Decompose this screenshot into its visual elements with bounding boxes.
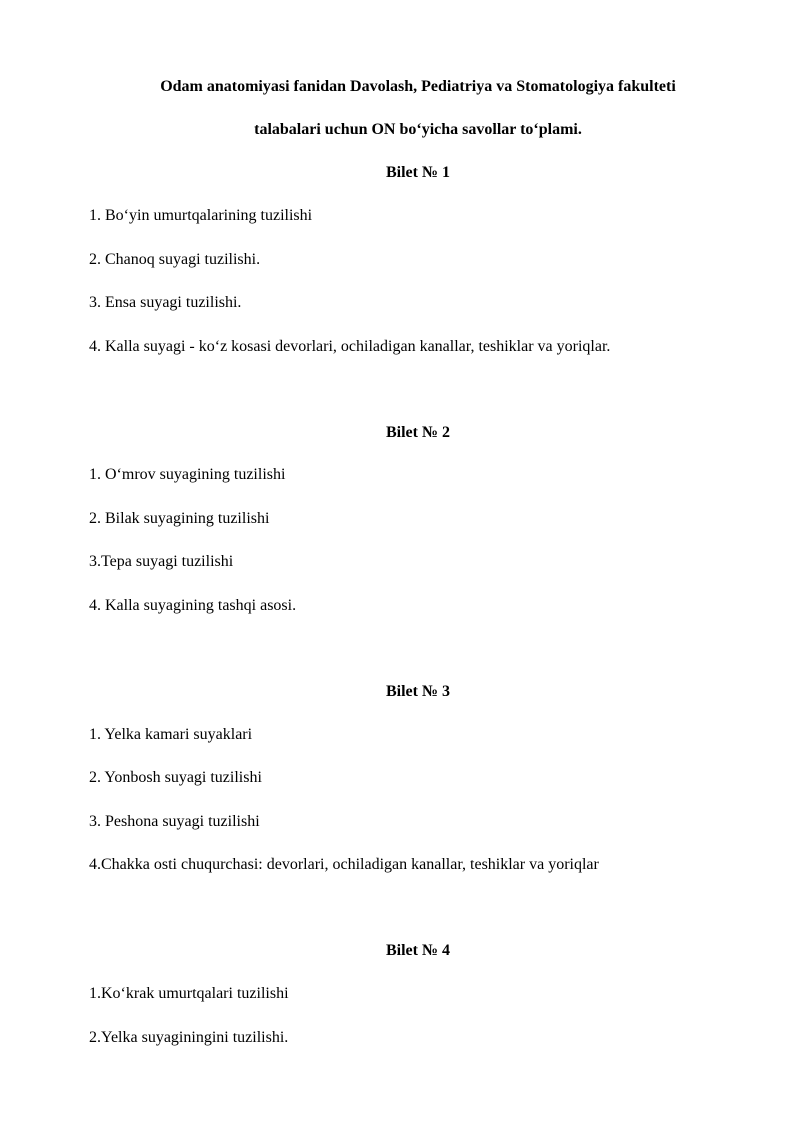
ticket-2-heading: Bilet № 2 (385, 424, 451, 441)
ticket-1-question-4: 4. Kalla suyagi - ko‘z kosasi devorlari, ochiladigan kanallar, teshiklar va yoriqlar. (89, 338, 611, 355)
ticket-3-question-1: 1. Yelka kamari suyaklari (89, 726, 253, 743)
ticket-3-heading: Bilet № 3 (385, 683, 451, 700)
ticket-4-question-2: 2.Yelka suyaginingini tuzilishi. (89, 1029, 289, 1046)
ticket-3-question-3: 3. Peshona suyagi tuzilishi (89, 813, 260, 830)
ticket-3-question-4: 4.Chakka osti chuqurchasi: devorlari, ochiladigan kanallar, teshiklar va yoriqlar (89, 856, 599, 873)
ticket-2-question-2: 2. Bilak suyagining tuzilishi (89, 510, 270, 527)
ticket-4-question-1: 1.Ko‘krak umurtqalari tuzilishi (89, 985, 289, 1002)
ticket-2-question-3: 3.Tepa suyagi tuzilishi (89, 553, 234, 570)
ticket-2-question-4: 4. Kalla suyagining tashqi asosi. (89, 597, 297, 614)
ticket-1-question-1: 1. Bo‘yin umurtqalarining tuzilishi (89, 207, 313, 224)
ticket-1-question-2: 2. Chanoq suyagi tuzilishi. (89, 251, 261, 268)
ticket-1-heading: Bilet № 1 (385, 164, 451, 181)
document-title-line-2: talabalari uchun ON bo‘yicha savollar to‘plami. (254, 121, 582, 138)
document-title-line-1: Odam anatomiyasi fanidan Davolash, Pediatriya va Stomatologiya fakulteti (160, 78, 676, 95)
ticket-3-question-2: 2. Yonbosh suyagi tuzilishi (89, 769, 262, 786)
ticket-2-question-1: 1. O‘mrov suyagining tuzilishi (89, 466, 286, 483)
ticket-1-question-3: 3. Ensa suyagi tuzilishi. (89, 294, 242, 311)
ticket-4-heading: Bilet № 4 (385, 942, 451, 959)
